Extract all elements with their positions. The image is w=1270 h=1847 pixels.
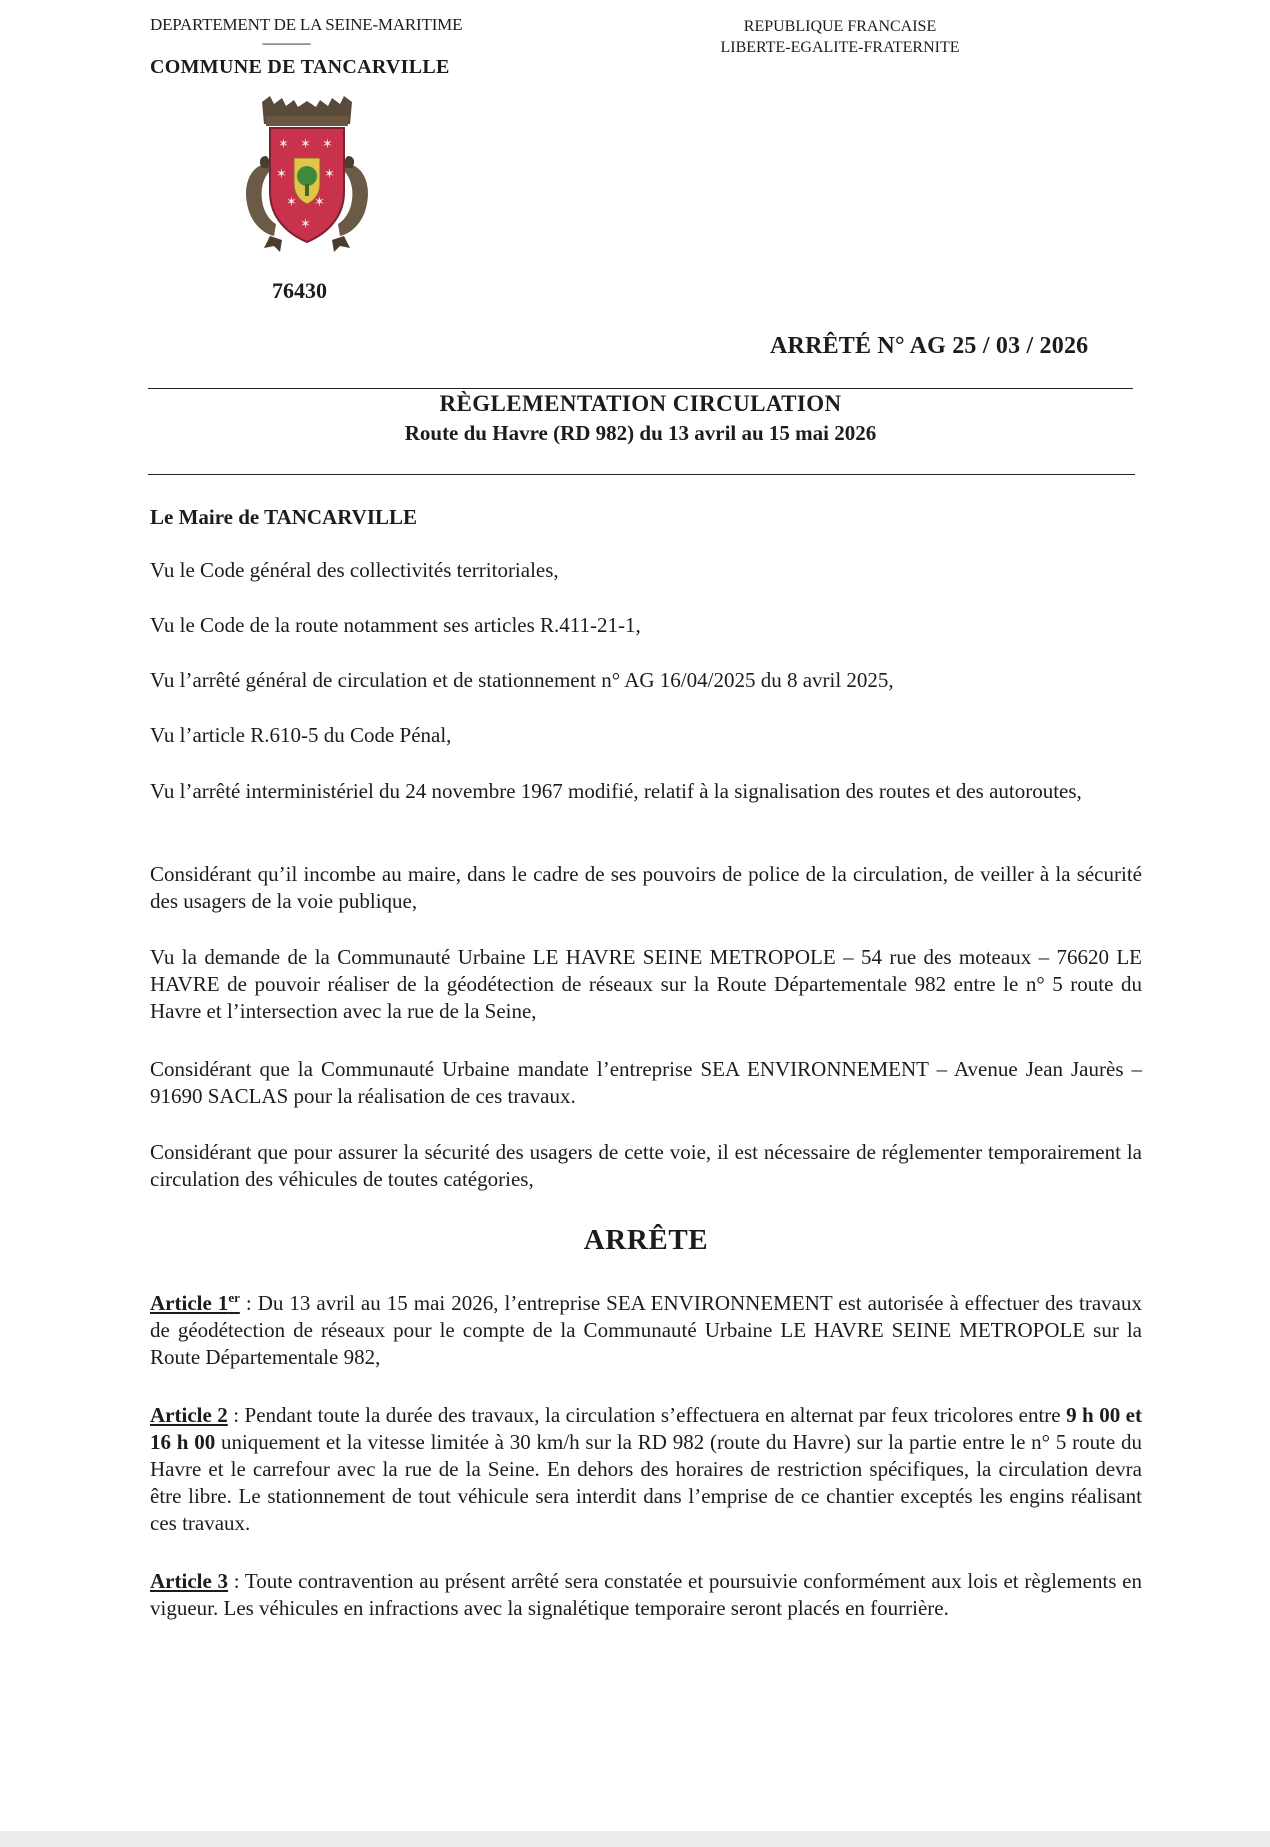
republic-block [700,16,980,58]
issuer-block [150,14,462,78]
department-name: DEPARTEMENT DE LA SEINE-MARITIME [150,15,463,34]
article-text: uniquement et la vitesse limitée à 30 km/h sur la RD 982 (route du Havre) sur la partie entre le n° 5 route du Havre et le carrefour avec la rue de la Seine. En dehors des horaires de restriction spécifiques, la circulation devra être libre. Le stationnement de tout véhicule sera interdit dans l’emprise de ce chantier exceptés les engins réalisant ces travaux. [150,1430,1142,1535]
decree-subtitle: Route du Havre (RD 982) du 13 avril au 15 mai 2026 [404,421,877,445]
svg-text:✶: ✶ [324,167,335,182]
article-text: : Pendant toute la durée des travaux, la circulation s’effectuera en alternat par feux tricolores entre [227,1403,1067,1427]
svg-text:✶: ✶ [278,137,289,152]
whereas-paragraph: Vu le Code de la route notamment ses articles R.411-21-1, [150,613,641,637]
republic-name: REPUBLIQUE FRANCAISE [743,18,937,35]
svg-text:✶: ✶ [286,195,297,210]
commune-name: COMMUNE DE TANCARVILLE [150,56,450,78]
whereas-paragraph: Vu la demande de la Communauté Urbaine LE HAVRE SEINE METROPOLE – 54 rue des moteaux – 76620 LE HAVRE de pouvoir réaliser de la géodétection de réseaux sur la Route Départementale 982 entre le n° 5 route du Havre et l’intersection avec la rue de la Seine, [150,945,1142,1023]
article-text: : Du 13 avril au 15 mai 2026, l’entreprise SEA ENVIRONNEMENT est autorisée à effectuer des travaux de géodétection de réseaux pour le compte de la Communauté Urbaine LE HAVRE SEINE METROPOLE sur la Route Départementale 982, [150,1291,1142,1369]
article-3 [150,1568,1142,1622]
decree-title: RÈGLEMENTATION CIRCULATION [439,391,842,416]
page-edge [0,1831,1270,1847]
whereas-paragraph: Considérant que pour assurer la sécurité des usagers de cette voie, il est nécessaire de réglementer temporairement la circulation des véhicules de toutes catégories, [150,1140,1142,1191]
article-hours: 9 h 00 et 16 h 00 [150,1403,1142,1454]
whereas-paragraph: Vu le Code général des collectivités territoriales, [150,558,559,582]
arrete-heading: ARRÊTE [583,1224,709,1256]
article-text: : Toute contravention au présent arrêté sera constatée et poursuivie conformément aux lois et règlements en vigueur. Les véhicules en infractions avec la signalétique temporaire seront placés en fourrière. [150,1569,1142,1620]
coat-of-arms-icon [240,96,374,256]
svg-text:✶: ✶ [276,167,287,182]
article-label: Article 1er [150,1290,240,1315]
decree-title-block [148,389,1133,447]
postal-code: 76430 [272,278,327,303]
whereas-paragraph: Considérant qu’il incombe au maire, dans le cadre de ses pouvoirs de police de la circulation, de veiller à la sécurité des usagers de la voie publique, [150,862,1142,913]
svg-text:✶: ✶ [322,137,333,152]
whereas-paragraph: Vu l’article R.610-5 du Code Pénal, [150,723,452,747]
article-label: Article 3 [150,1569,228,1593]
whereas-paragraph: Vu l’arrêté général de circulation et de stationnement n° AG 16/04/2025 du 8 avril 2025, [150,668,894,692]
decree-number: ARRÊTÉ N° AG 25 / 03 / 2026 [770,333,1089,359]
title-rule-bottom [148,474,1135,475]
article-1 [150,1290,1142,1371]
header-separator: ---------------- [262,36,310,50]
republic-motto: LIBERTE-EGALITE-FRATERNITE [720,39,960,56]
svg-text:✶: ✶ [300,137,311,152]
article-2 [150,1402,1142,1537]
article-label: Article 2 [150,1403,228,1427]
svg-text:✶: ✶ [314,195,325,210]
whereas-paragraph: Vu l’arrêté interministériel du 24 novembre 1967 modifié, relatif à la signalisation des routes et des autoroutes, [150,779,1082,803]
mayor-heading: Le Maire de TANCARVILLE [150,505,418,529]
whereas-paragraph: Considérant que la Communauté Urbaine mandate l’entreprise SEA ENVIRONNEMENT – Avenue Jean Jaurès – 91690 SACLAS pour la réalisation de ces travaux. [150,1057,1142,1108]
svg-text:✶: ✶ [300,217,311,232]
